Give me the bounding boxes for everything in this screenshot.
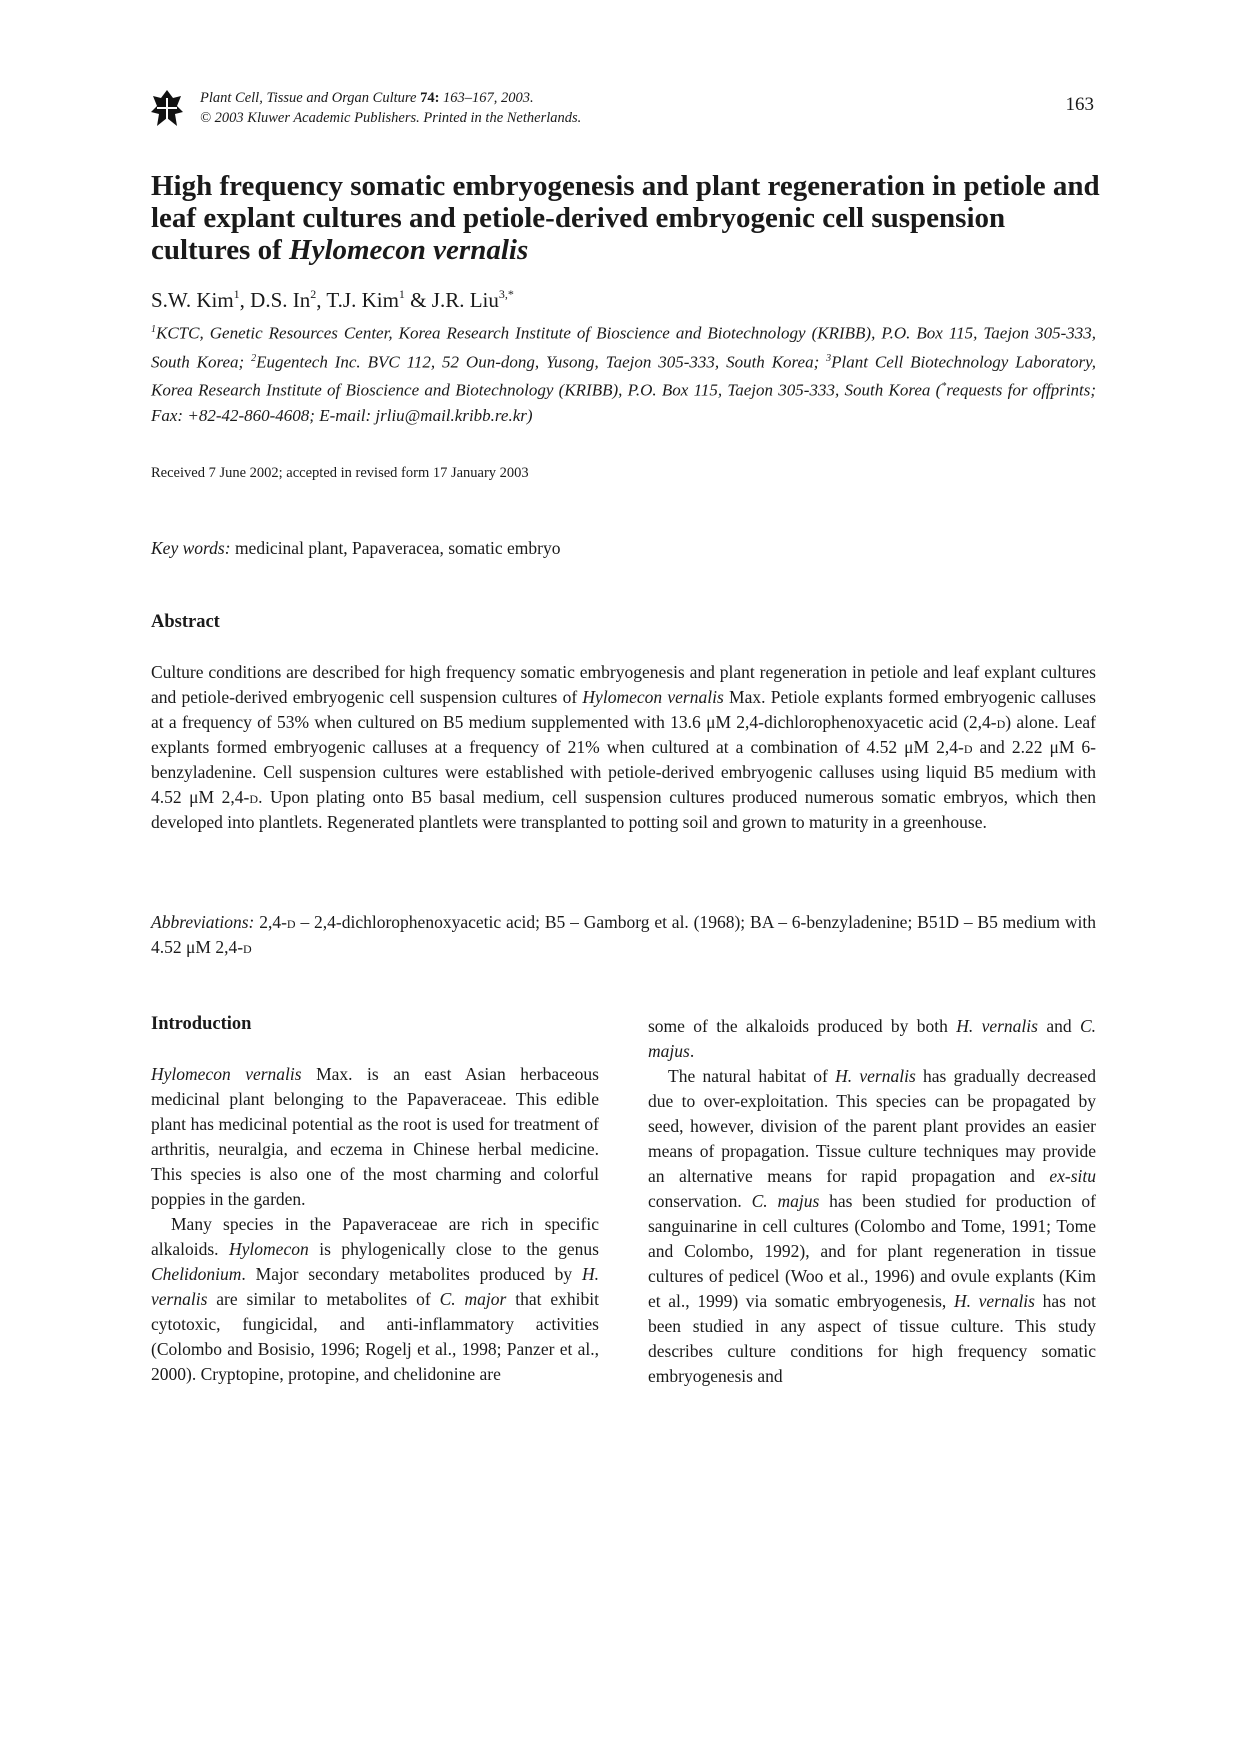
intro-column-right (648, 1014, 1096, 1389)
affiliations: $^1$KCTC, Genetic Resources Center, Korea Research Institute of Bioscience and Biotechnology (KRIBB), P.O. Box 115, Taejon 305-333, South Korea; $^2$Eugentech Inc. BVC 112, 52 Oun-dong, Yusong, Taejon 305-333, South Korea; $^3$Plant Cell Biotechnology Laboratory, Korea Research Institute of Bioscience and Biotechnology (KRIBB), P.O. Box 115, Taejon 305-333, South Korea (*requests for offprints; Fax: +82-42-860-4608; E-mail: jrliu@mail.kribb.re.kr) (151, 323, 1096, 425)
paragraph: Many species in the Papaveraceae are rich in specific alkaloids. Hylomecon is phylogenically close to the genus Chelidonium. Major secondary metabolites produced by H. vernalis are similar to metabolites of C. major that exhibit cytotoxic, fungicidal, and anti-inflammatory activities (Colombo and Bosisio, 1996; Rogelj et al., 1998; Panzer et al., 2000). Cryptopine, protopine, and chelidonine are (151, 1214, 599, 1384)
author-list: S.W. Kim$^1$, D.S. In$^2$, T.J. Kim$^1$ & J.R. Liu$^{3,*}$ (151, 287, 514, 312)
introduction-heading: Introduction (151, 1014, 252, 1034)
abbreviations: Abbreviations: 2,4-d – 2,4-dichlorophenoxyacetic acid; B5 – Gamborg et al. (1968); BA – 6-benzyladenine; B51D – B5 medium with 4.52 μM 2,4-d (151, 912, 1096, 957)
paper-title: High frequency somatic embryogenesis and plant regeneration in petiole and leaf explant cultures and petiole-derived embryogenic cell suspension cultures of Hylomecon vernalis (151, 170, 1100, 266)
page-number: 163 (1065, 94, 1094, 115)
paragraph: some of the alkaloids produced by both H. vernalis and C. majus. (648, 1016, 1096, 1061)
author: S.W. Kim (151, 288, 234, 312)
abbreviations-label: Abbreviations: (151, 912, 255, 932)
publisher-logo-icon (151, 88, 183, 132)
volume: 74: (420, 90, 440, 106)
author: T.J. Kim (326, 288, 399, 312)
author: D.S. In (250, 288, 311, 312)
keywords: Key words: medicinal plant, Papaveracea, somatic embryo (151, 538, 561, 558)
journal-line-1: Plant Cell, Tissue and Organ Culture 74: 163–167, 2003. (200, 90, 534, 106)
intro-column-left (151, 1062, 599, 1387)
abstract-heading: Abstract (151, 612, 220, 632)
received-dates: Received 7 June 2002; accepted in revised form 17 January 2003 (151, 465, 529, 481)
paragraph: The natural habitat of H. vernalis has gradually decreased due to over-exploitation. This species can be propagated by seed, however, division of the parent plant provides an easier means of propagation. Tissue culture techniques may provide an alternative means for rapid propagation and ex-situ conservation. C. majus has been studied for production of sanguinarine in cell cultures (Colombo and Tome, 1991; Tome and Colombo, 1992), and for plant regeneration in tissue cultures of pedicel (Woo et al., 1996) and ovule explants (Kim et al., 1999) via somatic embryogenesis, H. vernalis has not been studied in any aspect of tissue culture. This study describes culture conditions for high frequency somatic embryogenesis and (648, 1066, 1096, 1386)
keywords-label: Key words: (151, 538, 231, 558)
journal-line-2: © 2003 Kluwer Academic Publishers. Printed in the Netherlands. (200, 110, 582, 126)
author: J.R. Liu (431, 288, 499, 312)
journal-info (200, 88, 581, 128)
paragraph: Hylomecon vernalis Max. is an east Asian herbaceous medicinal plant belonging to the Papaveraceae. This edible plant has medicinal potential as the root is used for treatment of arthritis, neuralgia, and eczema in Chinese herbal medicine. This species is also one of the most charming and colorful poppies in the garden. (151, 1064, 599, 1209)
title-species: Hylomecon vernalis (289, 234, 529, 266)
abstract-text: Culture conditions are described for high frequency somatic embryogenesis and plant regeneration in petiole and leaf explant cultures and petiole-derived embryogenic cell suspension cultures of Hylomecon vernalis Max. Petiole explants formed embryogenic calluses at a frequency of 53% when cultured on B5 medium supplemented with 13.6 μM 2,4-dichlorophenoxyacetic acid (2,4-d) alone. Leaf explants formed embryogenic calluses at a frequency of 21% when cultured at a combination of 4.52 μM 2,4-d and 2.22 μM 6-benzyladenine. Cell suspension cultures were established with petiole-derived embryogenic calluses using liquid B5 medium with 4.52 μM 2,4-d. Upon plating onto B5 basal medium, cell suspension cultures produced numerous somatic embryos, which then developed into plantlets. Regenerated plantlets were transplanted to potting soil and grown to maturity in a greenhouse. (151, 662, 1097, 832)
